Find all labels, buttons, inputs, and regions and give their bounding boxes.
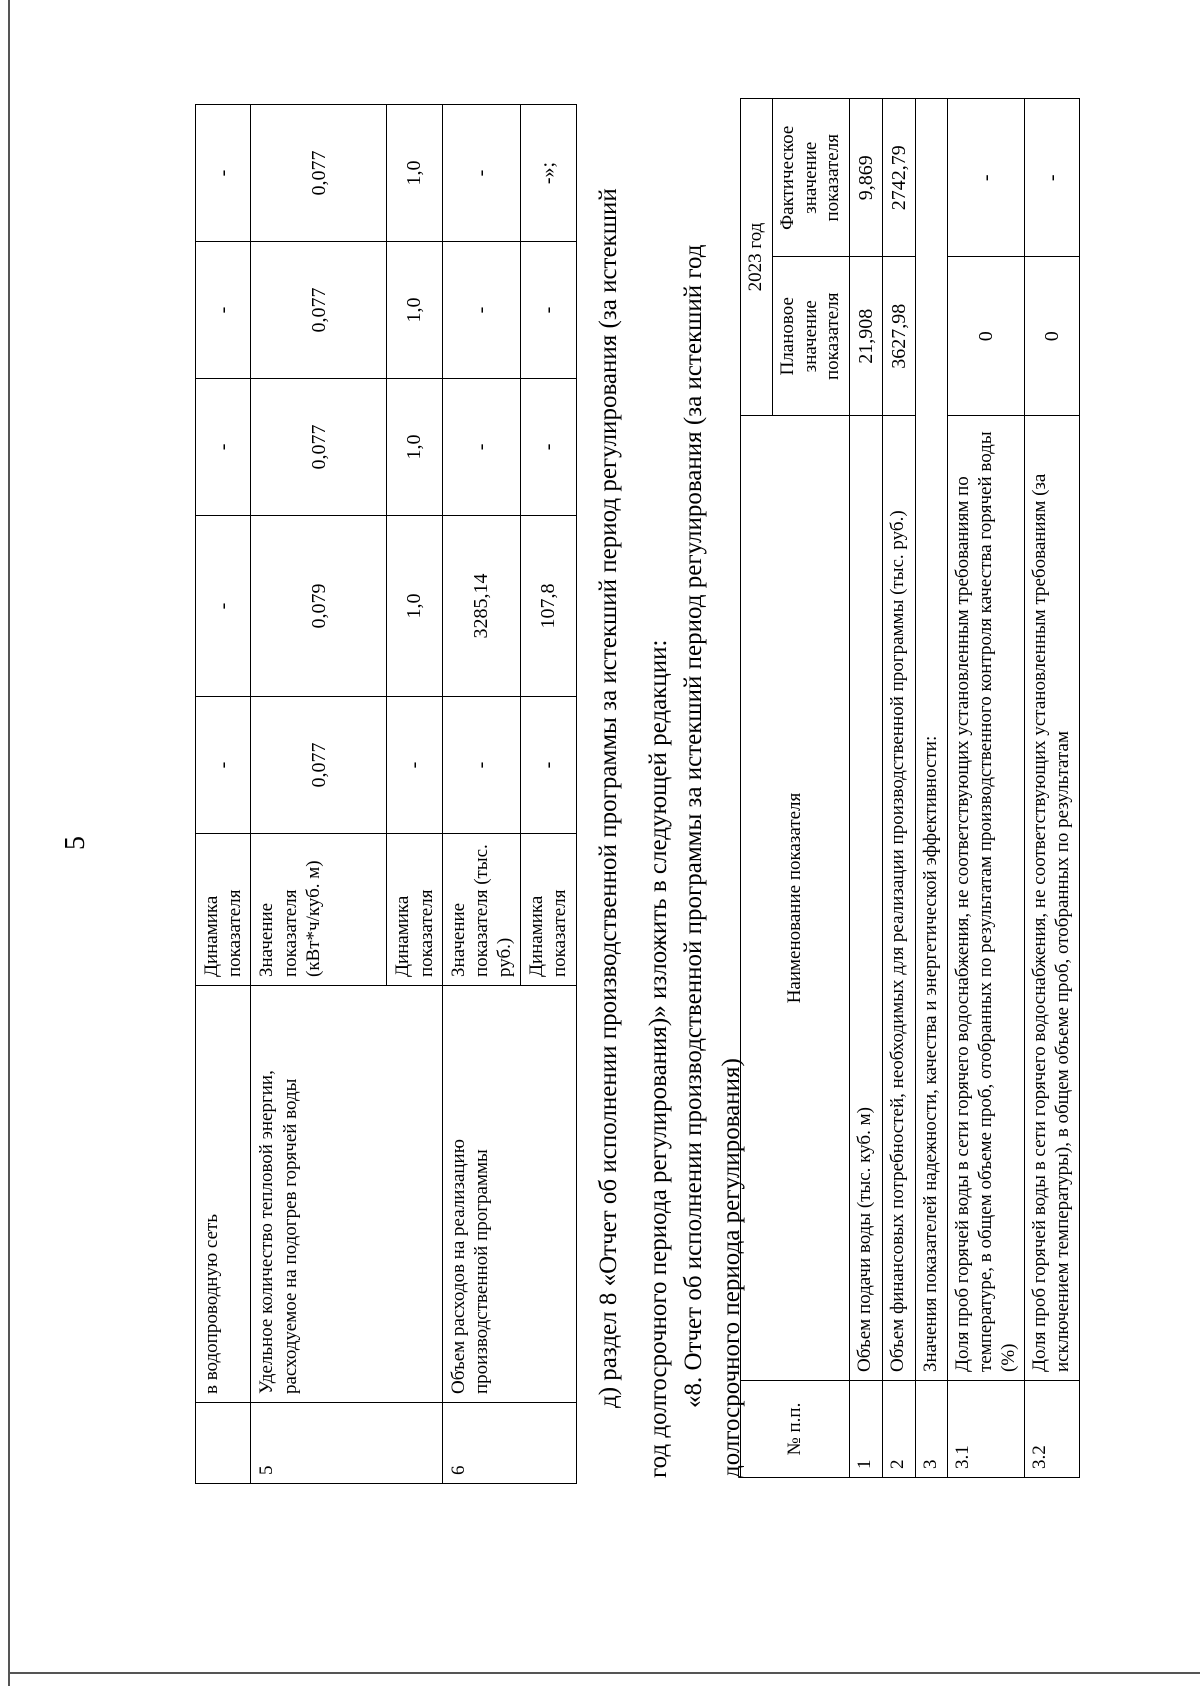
row-number: 5 bbox=[251, 1403, 442, 1484]
page-number: 5 bbox=[60, 836, 91, 850]
table-row bbox=[1025, 99, 1080, 1478]
table-row bbox=[196, 105, 251, 1484]
header-plan: Плановое значение показателя bbox=[772, 257, 849, 416]
value-cell: 0,077 bbox=[251, 242, 387, 379]
indicator-name: Доля проб горячей воды в сети горячего водоснабжения, не соответствующих установленным требованиям (за исключением температуры), в общем объеме проб, отобранных по результатам bbox=[1025, 416, 1080, 1381]
fact-value: - bbox=[1025, 99, 1080, 258]
value-cell: - bbox=[196, 378, 251, 515]
scan-edge-bottom bbox=[8, 1672, 1200, 1674]
value-cell: - bbox=[196, 515, 251, 696]
table-row bbox=[251, 105, 387, 1484]
row-number bbox=[196, 1403, 251, 1484]
header-year: 2023 год bbox=[741, 99, 773, 416]
indicator-name: Объем расходов на реализацию производственной программы bbox=[442, 986, 576, 1403]
table-row bbox=[850, 99, 883, 1478]
indicator-label: Значение показателя (тыс. руб.) bbox=[442, 834, 521, 986]
header-name: Наименование показателя bbox=[741, 416, 850, 1381]
value-cell: 0,077 bbox=[251, 105, 387, 242]
value-cell: - bbox=[521, 378, 576, 515]
row-number: 6 bbox=[442, 1403, 576, 1484]
value-cell: 1,0 bbox=[387, 378, 442, 515]
plan-value: 3627,98 bbox=[883, 257, 916, 416]
fact-value: - bbox=[947, 99, 1024, 258]
indicator-name: Доля проб горячей воды в сети горячего водоснабжения, не соответствующих установленным требованиям по температуре, в общем объеме проб, отобранных по результатам производственного контроля качества горячей воды (%) bbox=[947, 416, 1024, 1381]
plan-value: 0 bbox=[947, 257, 1024, 416]
table-row bbox=[883, 99, 916, 1478]
row-number: 3.2 bbox=[1025, 1381, 1080, 1478]
row-number: 3 bbox=[916, 1381, 948, 1478]
value-cell: - bbox=[521, 242, 576, 379]
indicator-name: Объем финансовых потребностей, необходимых для реализации производственной программы (тыс. руб.) bbox=[883, 416, 916, 1381]
scan-edge-left bbox=[8, 0, 10, 1686]
value-cell: - bbox=[387, 697, 442, 834]
fact-value: 2742,79 bbox=[883, 99, 916, 258]
value-cell: - bbox=[521, 697, 576, 834]
indicator-label: Динамика показателя bbox=[521, 834, 576, 986]
value-cell: - bbox=[442, 242, 521, 379]
paragraph-8-line2: долгосрочного периода регулирования) bbox=[718, 1058, 745, 1478]
value-cell: 1,0 bbox=[387, 242, 442, 379]
value-cell: - bbox=[196, 697, 251, 834]
indicator-label: Динамика показателя bbox=[196, 834, 251, 986]
table-row bbox=[442, 105, 521, 1484]
indicator-name: Удельное количество тепловой энергии, расходуемое на подогрев горячей воды bbox=[251, 986, 442, 1403]
plan-value: 21,908 bbox=[850, 257, 883, 416]
indicator-name: Значения показателей надежности, качества и энергетической эффективности: bbox=[916, 99, 948, 1381]
paragraph-d-line2: год долгосрочного периода регулирования)» изложить в следующей редакции: bbox=[645, 639, 672, 1478]
table-row bbox=[947, 99, 1024, 1478]
table-header-row bbox=[741, 99, 773, 1478]
value-cell: 107,8 bbox=[521, 515, 576, 696]
row-number: 3.1 bbox=[947, 1381, 1024, 1478]
report-table bbox=[740, 98, 1080, 1478]
indicator-label: Динамика показателя bbox=[387, 834, 442, 986]
header-number: № п.п. bbox=[741, 1381, 850, 1478]
row-number: 1 bbox=[850, 1381, 883, 1478]
plan-value: 0 bbox=[1025, 257, 1080, 416]
value-cell: - bbox=[196, 242, 251, 379]
table-row bbox=[916, 99, 948, 1478]
indicators-table bbox=[195, 104, 577, 1484]
value-cell: - bbox=[442, 697, 521, 834]
paragraph-8-line1: «8. Отчет об исполнении производственной программы за истекший период регулирования (за истекший год bbox=[680, 244, 707, 1408]
value-cell: 1,0 bbox=[387, 515, 442, 696]
fact-value: 9,869 bbox=[850, 99, 883, 258]
value-cell: - bbox=[196, 105, 251, 242]
indicator-name: Объем подачи воды (тыс. куб. м) bbox=[850, 416, 883, 1381]
value-cell: 0,079 bbox=[251, 515, 387, 696]
value-cell: 1,0 bbox=[387, 105, 442, 242]
indicator-label: Значение показателя (кВт*ч/куб. м) bbox=[251, 834, 387, 986]
header-fact: Фактическое значение показателя bbox=[772, 99, 849, 258]
value-cell: - bbox=[442, 378, 521, 515]
value-cell: - bbox=[442, 105, 521, 242]
value-cell: -»; bbox=[521, 105, 576, 242]
value-cell: 3285,14 bbox=[442, 515, 521, 696]
rotated-page bbox=[40, 48, 1160, 1638]
paragraph-d-line1: д) раздел 8 «Отчет об исполнении производственной программы за истекший период регулирования (за истекший bbox=[595, 188, 622, 1408]
value-cell: 0,077 bbox=[251, 697, 387, 834]
indicator-name: в водопроводную сеть bbox=[196, 986, 251, 1403]
value-cell: 0,077 bbox=[251, 378, 387, 515]
row-number: 2 bbox=[883, 1381, 916, 1478]
